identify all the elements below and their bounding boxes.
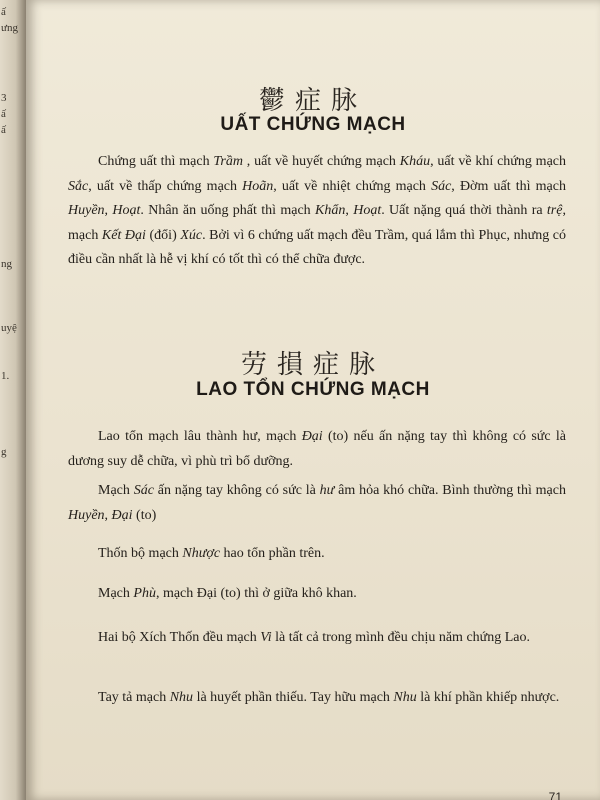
text-run: là huyết phần thiếu. Tay hữu mạch: [193, 690, 394, 705]
text-run: , mạch Đại (to) thì ở giữa khô khan.: [155, 586, 357, 601]
page-number: 71: [548, 790, 562, 800]
text-run: , uất về khí chứng mạch: [430, 154, 567, 169]
section2-paragraph-6: [68, 686, 566, 711]
italic-term: Vi: [260, 630, 272, 645]
text-run: (to): [132, 507, 157, 523]
text-run: ,: [345, 203, 354, 218]
italic-term: Nhược: [182, 546, 221, 561]
section1-chinese-title: 鬱症脉: [258, 86, 367, 116]
italic-term: Đại: [111, 507, 133, 523]
italic-term: Đại: [301, 429, 323, 444]
italic-term: Hoạt: [353, 203, 382, 218]
text-run: , uất về thấp chứng mạch: [88, 178, 243, 194]
text-run: Mạch: [98, 586, 134, 601]
section1-title: UẤT CHỨNG MẠCH: [220, 114, 406, 135]
section2-paragraph-3: [68, 542, 566, 567]
section2-paragraph-1: [68, 425, 566, 474]
text-run: ,: [104, 507, 112, 523]
italic-term: Phù: [133, 586, 156, 601]
section2-paragraph-4: [68, 582, 566, 607]
italic-term: Huyền: [68, 507, 105, 523]
text-run: hao tổn phần trên.: [220, 546, 325, 561]
italic-term: Kháu: [399, 154, 431, 169]
margin-fragment: ấ: [1, 124, 6, 136]
text-run: Mạch: [98, 483, 134, 498]
text-run: , mạch: [68, 203, 566, 243]
text-run: Hai bộ Xích Thốn đều mạch: [98, 630, 261, 645]
margin-fragment: ng: [1, 258, 12, 270]
text-run: Thốn bộ mạch: [98, 546, 183, 561]
margin-fragment: ưng: [1, 22, 18, 34]
text-run: . Bởi vì 6 chứng uất mạch đều Trầm, quá lắm thì Phục, nhưng có điều cần nhất là hễ vị khí có tốt thì có thể chữa được.: [68, 227, 566, 267]
italic-term: Trầm: [213, 154, 243, 169]
italic-term: Nhu: [393, 690, 417, 705]
section2-paragraph-2: [68, 479, 566, 528]
margin-fragment: g: [1, 446, 7, 458]
italic-term: Nhu: [169, 690, 194, 705]
text-run: . Uất nặng quá thời thành ra: [381, 203, 547, 218]
text-run: , uất về huyết chứng mạch: [242, 154, 400, 169]
text-run: Chứng uất thì mạch: [98, 154, 214, 169]
text-run: (đổi): [145, 227, 181, 243]
text-run: ,: [104, 203, 113, 218]
facing-page-edge: [0, 0, 26, 800]
text-run: (to) nếu ấn nặng tay thì không có sức là dương suy dễ chữa, vì phù trì bổ dưỡng.: [68, 429, 566, 469]
margin-fragment: 1.: [1, 370, 10, 382]
italic-term: Sác: [133, 483, 154, 498]
italic-term: Xúc: [180, 227, 203, 243]
text-run: . Nhân ăn uống phất thì mạch: [140, 203, 316, 218]
text-run: là tất cả trong mình đều chịu năm chứng Lao.: [271, 630, 531, 645]
section1-paragraph: [68, 150, 566, 273]
margin-fragment: 3: [1, 92, 7, 104]
italic-term: Sắc: [68, 178, 89, 194]
italic-term: Huyền: [68, 203, 105, 218]
text-run: , uất về nhiệt chứng mạch: [273, 178, 432, 194]
margin-fragment: ấ: [1, 6, 6, 18]
italic-term: Sác: [431, 178, 452, 194]
section2-chinese-title: 劳損症脉: [240, 350, 385, 380]
text-run: Lao tổn mạch lâu thành hư, mạch: [98, 429, 302, 444]
text-run: Tay tả mạch: [98, 690, 170, 705]
section2-paragraph-5: [68, 626, 566, 651]
italic-term: trệ: [546, 203, 563, 218]
text-run: âm hỏa khó chữa. Bình thường thì mạch: [334, 483, 566, 498]
italic-term: Hoãn: [242, 178, 274, 194]
margin-fragment: uyệ: [1, 322, 17, 334]
book-page: [26, 0, 600, 800]
italic-term: Hoạt: [112, 203, 141, 218]
text-run: là khí phần khiếp nhược.: [416, 690, 560, 705]
text-run: , Đờm uất thì mạch: [451, 178, 566, 194]
italic-term: Kết Đại: [101, 227, 146, 243]
margin-fragment: ấ: [1, 108, 6, 120]
italic-term: hư: [319, 483, 335, 498]
text-run: ấn nặng tay không có sức là: [153, 483, 320, 498]
section2-title: LAO TỔN CHỨNG MẠCH: [196, 379, 430, 400]
italic-term: Khẩn: [315, 203, 346, 218]
